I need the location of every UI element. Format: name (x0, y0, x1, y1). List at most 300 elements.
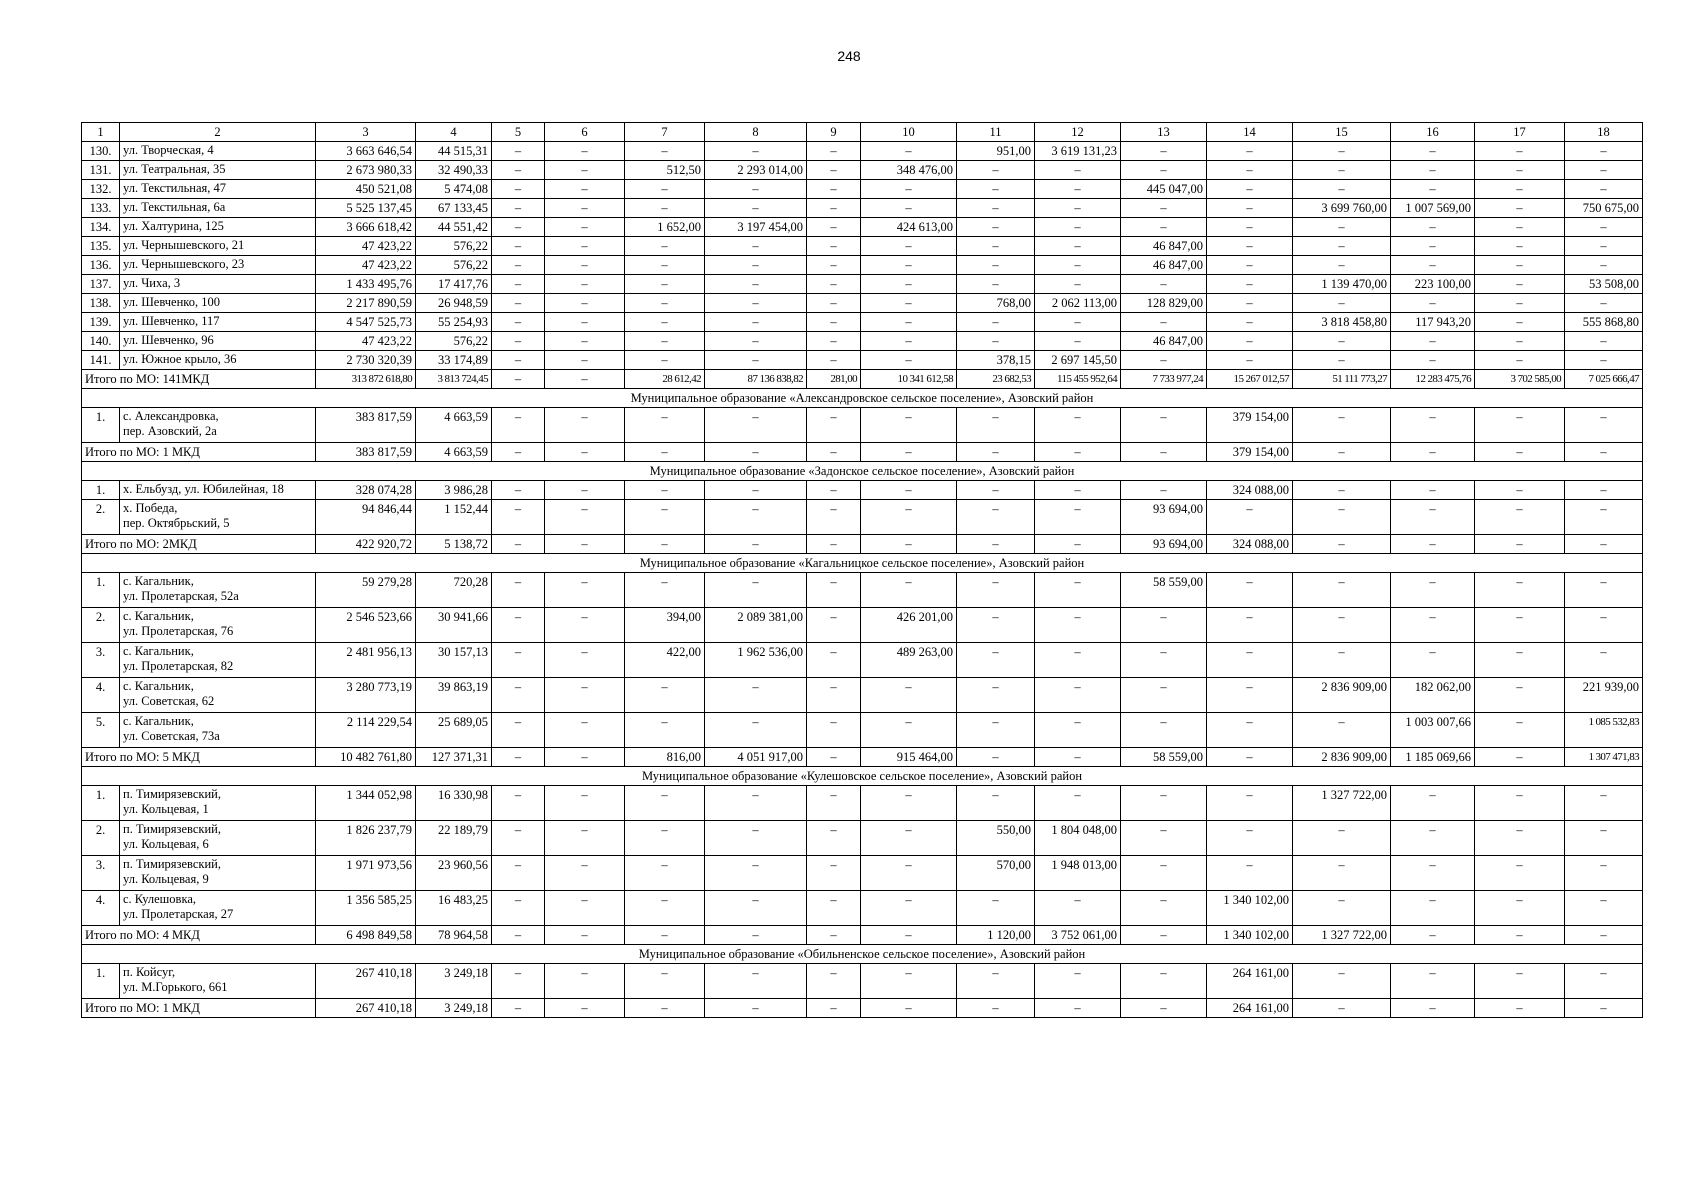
data-cell: – (807, 643, 861, 678)
data-cell: 422,00 (625, 643, 705, 678)
data-cell: – (861, 573, 957, 608)
data-cell: – (1035, 218, 1121, 237)
data-cell: 26 948,59 (416, 294, 492, 313)
data-cell: – (1121, 891, 1207, 926)
data-cell: – (492, 500, 545, 535)
data-cell: – (625, 500, 705, 535)
address-cell: с. Кагальник, ул. Пролетарская, 52а (120, 573, 316, 608)
data-cell: – (1035, 500, 1121, 535)
data-cell: – (545, 351, 625, 370)
data-cell: – (705, 142, 807, 161)
table-row (82, 481, 1643, 500)
data-cell: – (807, 142, 861, 161)
data-cell: 128 829,00 (1121, 294, 1207, 313)
total-cell: 10 482 761,80 (316, 748, 416, 767)
data-cell: 450 521,08 (316, 180, 416, 199)
row-number: 134. (82, 218, 120, 237)
column-header: 14 (1207, 123, 1293, 142)
data-cell: – (1121, 275, 1207, 294)
data-cell: – (1035, 161, 1121, 180)
address-cell: х. Ельбузд, ул. Юбилейная, 18 (120, 481, 316, 500)
data-cell: – (861, 856, 957, 891)
data-cell: – (807, 786, 861, 821)
table-row (82, 142, 1643, 161)
total-cell: 4 663,59 (416, 443, 492, 462)
total-cell: 51 111 773,27 (1293, 370, 1391, 389)
total-cell: 1 340 102,00 (1207, 926, 1293, 945)
table-row (82, 964, 1643, 999)
data-cell: – (492, 199, 545, 218)
data-cell: – (1293, 332, 1391, 351)
total-cell: 4 051 917,00 (705, 748, 807, 767)
data-cell: – (545, 142, 625, 161)
data-cell: 4 547 525,73 (316, 313, 416, 332)
row-number: 5. (82, 713, 120, 748)
data-cell: 1 003 007,66 (1391, 713, 1475, 748)
total-cell: – (1121, 443, 1207, 462)
data-cell: – (807, 218, 861, 237)
address-cell: с. Кагальник, ул. Советская, 73а (120, 713, 316, 748)
data-cell: – (1207, 237, 1293, 256)
data-cell: – (861, 481, 957, 500)
data-cell: – (492, 142, 545, 161)
data-cell: – (1475, 821, 1565, 856)
data-cell: – (705, 678, 807, 713)
row-number: 141. (82, 351, 120, 370)
data-cell: – (1391, 237, 1475, 256)
total-cell: – (1121, 999, 1207, 1018)
data-cell: – (1207, 218, 1293, 237)
data-cell: – (492, 678, 545, 713)
data-cell: – (625, 408, 705, 443)
data-cell: 32 490,33 (416, 161, 492, 180)
data-cell: – (861, 786, 957, 821)
data-cell: – (545, 964, 625, 999)
data-cell: 3 663 646,54 (316, 142, 416, 161)
total-cell: – (1035, 748, 1121, 767)
data-cell: – (861, 142, 957, 161)
data-cell: – (1391, 180, 1475, 199)
data-cell: – (1565, 237, 1643, 256)
data-cell: – (1121, 713, 1207, 748)
total-cell: – (1475, 748, 1565, 767)
data-cell: – (957, 237, 1035, 256)
data-cell: – (1207, 643, 1293, 678)
total-cell: – (1565, 535, 1643, 554)
total-label: Итого по МО: 4 МКД (82, 926, 316, 945)
data-cell: – (807, 313, 861, 332)
total-cell: 127 371,31 (416, 748, 492, 767)
total-cell: – (1565, 443, 1643, 462)
data-cell: – (957, 678, 1035, 713)
data-cell: – (1391, 891, 1475, 926)
data-cell: – (1207, 786, 1293, 821)
data-cell: 3 249,18 (416, 964, 492, 999)
column-header: 1 (82, 123, 120, 142)
total-cell: – (1391, 999, 1475, 1018)
data-cell: – (807, 256, 861, 275)
row-number: 4. (82, 678, 120, 713)
total-cell: – (1475, 926, 1565, 945)
data-cell: – (1475, 891, 1565, 926)
data-cell: – (1475, 218, 1565, 237)
data-cell: – (1565, 964, 1643, 999)
data-cell: – (545, 199, 625, 218)
column-header: 5 (492, 123, 545, 142)
column-header: 3 (316, 123, 416, 142)
total-cell: – (545, 370, 625, 389)
data-cell: – (1035, 678, 1121, 713)
data-cell: – (1121, 408, 1207, 443)
data-cell: – (957, 332, 1035, 351)
data-cell: – (807, 891, 861, 926)
header-row (82, 123, 1643, 142)
data-cell: 324 088,00 (1207, 481, 1293, 500)
data-cell: – (861, 237, 957, 256)
data-cell: – (1565, 891, 1643, 926)
data-cell: – (1207, 199, 1293, 218)
data-cell: – (1293, 237, 1391, 256)
total-cell: – (861, 999, 957, 1018)
data-cell: – (1121, 351, 1207, 370)
data-cell: – (1475, 275, 1565, 294)
total-cell: 3 752 061,00 (1035, 926, 1121, 945)
data-cell: – (1391, 408, 1475, 443)
data-cell: – (1391, 608, 1475, 643)
total-cell: – (1565, 926, 1643, 945)
data-cell: – (1475, 964, 1565, 999)
section-title: Муниципальное образование «Александровское сельское поселение», Азовский район (82, 389, 1643, 408)
data-cell: – (1475, 481, 1565, 500)
data-cell: 223 100,00 (1391, 275, 1475, 294)
data-cell: – (807, 180, 861, 199)
total-row (82, 748, 1643, 767)
data-cell: – (625, 891, 705, 926)
section-row (82, 767, 1643, 786)
data-cell: – (1565, 408, 1643, 443)
total-row (82, 370, 1643, 389)
data-cell: – (492, 891, 545, 926)
data-cell: – (1207, 821, 1293, 856)
column-header: 17 (1475, 123, 1565, 142)
table-row (82, 678, 1643, 713)
data-cell: 44 551,42 (416, 218, 492, 237)
data-cell: – (1035, 643, 1121, 678)
total-cell: – (1121, 926, 1207, 945)
data-cell: – (705, 408, 807, 443)
data-cell: – (492, 481, 545, 500)
data-cell: – (1293, 573, 1391, 608)
data-cell: – (1035, 608, 1121, 643)
total-cell: 2 836 909,00 (1293, 748, 1391, 767)
total-cell: – (861, 443, 957, 462)
data-cell: – (1121, 218, 1207, 237)
data-cell: – (807, 332, 861, 351)
total-cell: – (807, 443, 861, 462)
data-cell: 1 007 569,00 (1391, 199, 1475, 218)
data-cell: – (1121, 481, 1207, 500)
data-cell: – (625, 294, 705, 313)
data-cell: – (1475, 608, 1565, 643)
total-cell: – (705, 999, 807, 1018)
data-cell: – (625, 786, 705, 821)
data-cell: – (861, 500, 957, 535)
table-row (82, 500, 1643, 535)
address-cell: х. Победа, пер. Октябрьский, 5 (120, 500, 316, 535)
data-cell: – (545, 891, 625, 926)
data-cell: – (1293, 608, 1391, 643)
data-cell: 30 941,66 (416, 608, 492, 643)
data-cell: – (705, 964, 807, 999)
total-cell: – (957, 999, 1035, 1018)
data-cell: – (1293, 856, 1391, 891)
data-cell: 1 344 052,98 (316, 786, 416, 821)
data-cell: – (705, 180, 807, 199)
total-cell: – (1565, 999, 1643, 1018)
total-cell: 15 267 012,57 (1207, 370, 1293, 389)
address-cell: ул. Творческая, 4 (120, 142, 316, 161)
address-cell: с. Кулешовка, ул. Пролетарская, 27 (120, 891, 316, 926)
data-cell: – (807, 573, 861, 608)
data-cell: – (545, 481, 625, 500)
data-cell: – (1035, 332, 1121, 351)
data-cell: – (861, 713, 957, 748)
data-cell: – (1391, 294, 1475, 313)
total-cell: 1 185 069,66 (1391, 748, 1475, 767)
data-cell: – (1475, 180, 1565, 199)
data-cell: – (1475, 408, 1565, 443)
data-cell: – (1207, 142, 1293, 161)
data-cell: 46 847,00 (1121, 332, 1207, 351)
data-cell: – (1035, 891, 1121, 926)
column-header: 9 (807, 123, 861, 142)
data-cell: 378,15 (957, 351, 1035, 370)
data-cell: 1 085 532,83 (1565, 713, 1643, 748)
data-cell: – (492, 713, 545, 748)
total-cell: – (545, 926, 625, 945)
data-cell: – (1391, 786, 1475, 821)
data-cell: – (1121, 678, 1207, 713)
data-cell: – (705, 891, 807, 926)
data-cell: 2 836 909,00 (1293, 678, 1391, 713)
total-cell: 267 410,18 (316, 999, 416, 1018)
page-number: 248 (837, 48, 861, 64)
data-cell: 46 847,00 (1121, 256, 1207, 275)
data-cell: 1 652,00 (625, 218, 705, 237)
total-cell: – (492, 926, 545, 945)
data-cell: 2 217 890,59 (316, 294, 416, 313)
total-cell: – (1207, 748, 1293, 767)
data-cell: – (1293, 500, 1391, 535)
data-cell: – (625, 351, 705, 370)
section-title: Муниципальное образование «Кулешовское сельское поселение», Азовский район (82, 767, 1643, 786)
data-cell: – (861, 351, 957, 370)
address-cell: с. Кагальник, ул. Советская, 62 (120, 678, 316, 713)
data-cell: – (545, 237, 625, 256)
data-cell: – (1121, 142, 1207, 161)
data-cell: – (861, 199, 957, 218)
data-cell: – (1035, 573, 1121, 608)
address-cell: п. Тимирязевский, ул. Кольцевая, 1 (120, 786, 316, 821)
row-number: 140. (82, 332, 120, 351)
data-cell: – (492, 275, 545, 294)
total-cell: 7 733 977,24 (1121, 370, 1207, 389)
data-cell: – (957, 275, 1035, 294)
data-cell: – (705, 199, 807, 218)
address-cell: ул. Чиха, 3 (120, 275, 316, 294)
data-cell: – (625, 332, 705, 351)
table-row (82, 294, 1643, 313)
data-cell: – (807, 294, 861, 313)
data-cell: – (1035, 180, 1121, 199)
table-row (82, 891, 1643, 926)
section-title: Муниципальное образование «Обильненское сельское поселение», Азовский район (82, 945, 1643, 964)
data-cell: – (545, 275, 625, 294)
data-cell: – (861, 891, 957, 926)
data-cell: 44 515,31 (416, 142, 492, 161)
data-cell: – (1293, 218, 1391, 237)
data-cell: – (492, 821, 545, 856)
address-cell: ул. Текстильная, 6а (120, 199, 316, 218)
section-row (82, 945, 1643, 964)
data-cell: – (1475, 237, 1565, 256)
total-cell: – (625, 443, 705, 462)
data-cell: – (705, 332, 807, 351)
data-cell: 16 330,98 (416, 786, 492, 821)
data-cell: – (625, 199, 705, 218)
data-cell: – (545, 678, 625, 713)
row-number: 1. (82, 408, 120, 443)
data-cell: – (1391, 964, 1475, 999)
total-cell: 115 455 952,64 (1035, 370, 1121, 389)
total-label: Итого по МО: 1 МКД (82, 999, 316, 1018)
data-cell: 30 157,13 (416, 643, 492, 678)
data-cell: – (492, 856, 545, 891)
total-cell: – (807, 926, 861, 945)
data-cell: 489 263,00 (861, 643, 957, 678)
data-cell: – (492, 573, 545, 608)
data-cell: 2 089 381,00 (705, 608, 807, 643)
table-row (82, 237, 1643, 256)
data-cell: – (625, 678, 705, 713)
data-cell: – (1475, 161, 1565, 180)
data-cell: – (1565, 608, 1643, 643)
data-cell: – (1565, 294, 1643, 313)
data-cell: 1 948 013,00 (1035, 856, 1121, 891)
data-cell: – (625, 142, 705, 161)
data-cell: – (1035, 964, 1121, 999)
data-cell: – (705, 481, 807, 500)
total-cell: – (492, 535, 545, 554)
data-cell: 3 619 131,23 (1035, 142, 1121, 161)
data-cell: – (861, 332, 957, 351)
data-cell: – (1565, 180, 1643, 199)
data-cell: – (1475, 142, 1565, 161)
data-cell: – (625, 481, 705, 500)
data-cell: – (1391, 161, 1475, 180)
data-cell: 117 943,20 (1391, 313, 1475, 332)
column-header: 16 (1391, 123, 1475, 142)
data-cell: – (1391, 142, 1475, 161)
data-cell: – (492, 786, 545, 821)
data-cell: 570,00 (957, 856, 1035, 891)
total-cell: – (807, 748, 861, 767)
column-header: 10 (861, 123, 957, 142)
data-cell: – (545, 821, 625, 856)
data-cell: 2 673 980,33 (316, 161, 416, 180)
data-cell: – (1293, 821, 1391, 856)
data-cell: – (1121, 608, 1207, 643)
table-row (82, 821, 1643, 856)
total-cell: 1 327 722,00 (1293, 926, 1391, 945)
address-cell: ул. Южное крыло, 36 (120, 351, 316, 370)
data-cell: 1 340 102,00 (1207, 891, 1293, 926)
column-header: 13 (1121, 123, 1207, 142)
data-cell: – (545, 713, 625, 748)
data-cell: – (492, 161, 545, 180)
data-cell: – (545, 313, 625, 332)
data-cell: – (1293, 142, 1391, 161)
table-row (82, 332, 1643, 351)
total-cell: – (957, 748, 1035, 767)
total-cell: 1 307 471,83 (1565, 748, 1643, 767)
data-cell: – (1565, 218, 1643, 237)
total-cell: – (545, 535, 625, 554)
data-cell: – (492, 237, 545, 256)
data-cell: 951,00 (957, 142, 1035, 161)
data-cell: – (492, 218, 545, 237)
data-cell: 379 154,00 (1207, 408, 1293, 443)
total-cell: 58 559,00 (1121, 748, 1207, 767)
data-cell: 768,00 (957, 294, 1035, 313)
address-cell: ул. Шевченко, 96 (120, 332, 316, 351)
table-row (82, 199, 1643, 218)
table-row (82, 313, 1643, 332)
data-cell: – (492, 256, 545, 275)
data-cell: – (545, 218, 625, 237)
data-cell: – (1121, 964, 1207, 999)
data-cell: 1 962 536,00 (705, 643, 807, 678)
table-row (82, 351, 1643, 370)
data-cell: – (807, 678, 861, 713)
data-cell: – (861, 180, 957, 199)
data-cell: – (625, 821, 705, 856)
total-cell: 383 817,59 (316, 443, 416, 462)
data-cell: 2 546 523,66 (316, 608, 416, 643)
column-header: 15 (1293, 123, 1391, 142)
data-cell: – (1207, 256, 1293, 275)
data-cell: – (1565, 856, 1643, 891)
data-cell: – (1475, 256, 1565, 275)
data-cell: – (1207, 608, 1293, 643)
table-body (82, 123, 1643, 1018)
data-cell: – (957, 481, 1035, 500)
total-cell: 1 120,00 (957, 926, 1035, 945)
total-cell: – (1475, 999, 1565, 1018)
total-row (82, 443, 1643, 462)
data-cell: – (861, 275, 957, 294)
data-cell: – (807, 275, 861, 294)
data-cell: 2 114 229,54 (316, 713, 416, 748)
data-cell: – (1293, 643, 1391, 678)
data-cell: 4 663,59 (416, 408, 492, 443)
total-cell: 915 464,00 (861, 748, 957, 767)
data-cell: – (957, 199, 1035, 218)
total-cell: 93 694,00 (1121, 535, 1207, 554)
data-cell: – (807, 408, 861, 443)
data-cell: – (861, 313, 957, 332)
total-cell: – (492, 748, 545, 767)
